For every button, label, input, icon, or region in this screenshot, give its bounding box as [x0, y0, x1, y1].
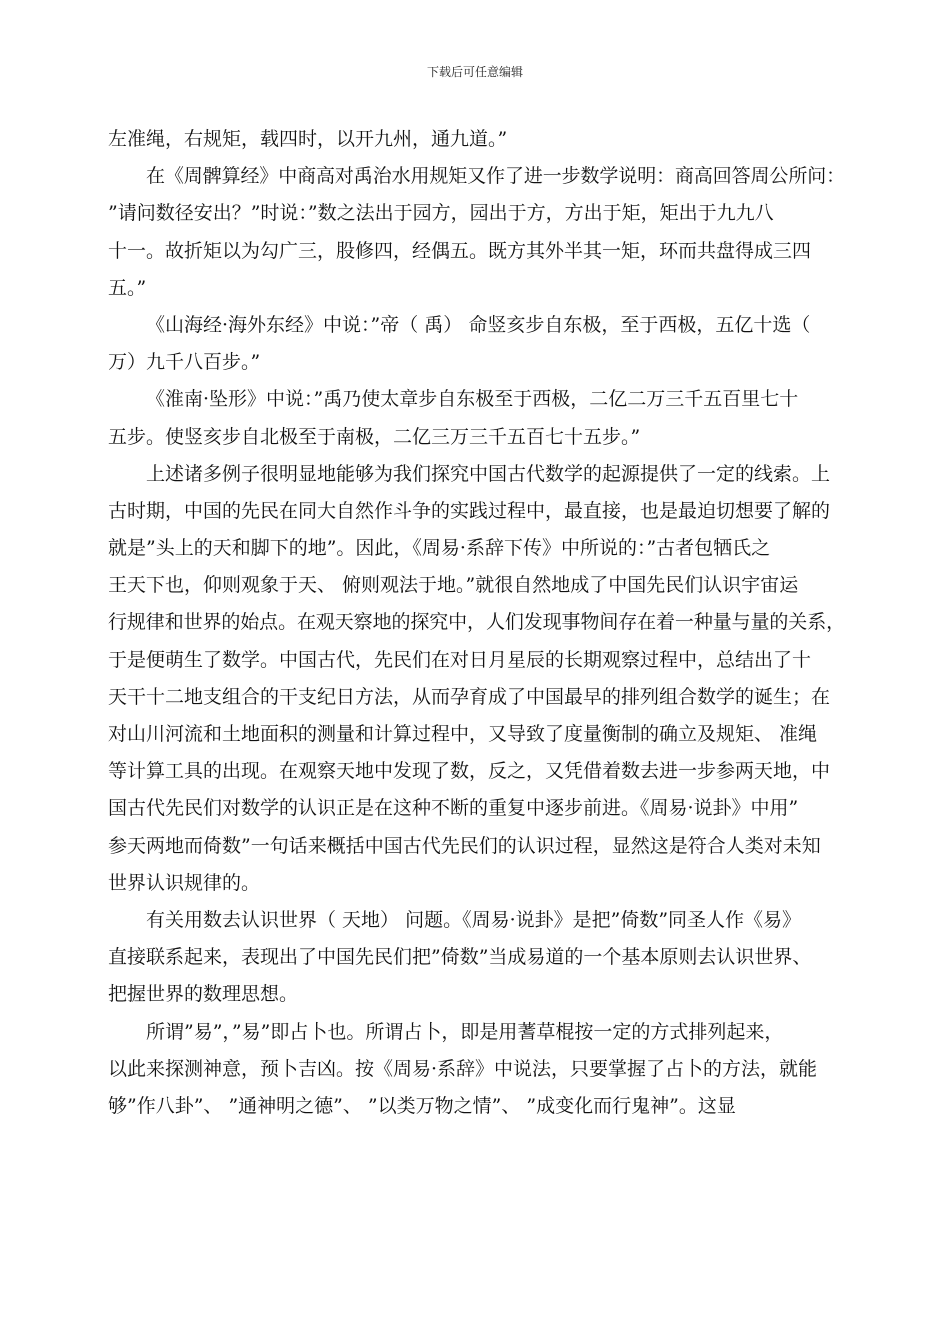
- text-line: 参天两地而倚数”一句话来概括中国古代先民们的认识过程，显然这是符合人类对未知: [108, 834, 821, 857]
- text-line: 国古代先民们对数学的认识正是在这种不断的重复中逐步前进。《周易·说卦》中用”: [108, 797, 799, 820]
- text-line: 有关用数去认识世界（ 天地） 问题。《周易·说卦》是把”倚数”同圣人作《易》: [146, 908, 802, 931]
- text-line: 《山海经·海外东经》中说：”帝（ 禹） 命竖亥步自东极，至于西极，五亿十选（: [146, 313, 811, 336]
- text-line: 五。”: [108, 276, 147, 299]
- text-line: 世界认识规律的。: [108, 871, 261, 894]
- text-line: 王天下也，仰则观象于天、 俯则观法于地。”就很自然地成了中国先民们认识宇宙运: [108, 574, 799, 597]
- text-line: 等计算工具的出现。在观察天地中发现了数，反之，又凭借着数去进一步参两天地，中: [108, 760, 831, 783]
- text-line: 就是”头上的天和脚下的地”。因此，《周易·系辞下传》中所说的：”古者包牺氏之: [108, 537, 771, 560]
- text-line: 够”作八卦”、 ”通神明之德”、 ”以类万物之情”、 ”成变化而行鬼神”。这显: [108, 1094, 736, 1117]
- text-line: 于是便萌生了数学。中国古代，先民们在对日月星辰的长期观察过程中，总结出了十: [108, 648, 812, 671]
- text-line: 行规律和世界的始点。在观天察地的探究中，人们发现事物间存在着一种量与量的关系，: [108, 611, 846, 634]
- text-line: 万）九千八百步。”: [108, 351, 261, 374]
- text-line: 对山川河流和土地面积的测量和计算过程中，又导致了度量衡制的确立及规矩、 准绳: [108, 723, 818, 745]
- text-line: 上述诸多例子很明显地能够为我们探究中国古代数学的起源提供了一定的线索。上: [146, 462, 831, 485]
- text-line: 把握世界的数理思想。: [108, 983, 299, 1006]
- text-line: 天干十二地支组合的干支纪日方法，从而孕育成了中国最早的排列组合数学的诞生；在: [108, 685, 831, 708]
- text-line: 在《周髀算经》中商高对禹治水用规矩又作了进一步数学说明：商高回答周公所问：: [146, 165, 846, 188]
- text-line: 以此来探测神意，预卜吉凶。按《周易·系辞》中说法，只要掌握了占卜的方法，就能: [108, 1057, 818, 1080]
- text-line: 十一。故折矩以为勾广三，股修四，经偶五。既方其外半其一矩，环而共盘得成三四: [108, 239, 812, 262]
- text-line: 直接联系起来，表现出了中国先民们把”倚数”当成易道的一个基本原则去认识世界、: [108, 946, 812, 969]
- body-text: [108, 121, 845, 1125]
- text-line: 所谓”易”，”易”即占卜也。所谓占卜，即是用蓍草棍按一定的方式排列起来，: [146, 1020, 784, 1043]
- text-line: 五步。使竖亥步自北极至于南极，二亿三万三千五百七十五步。”: [108, 425, 641, 448]
- text-line: ”请问数径安出？”时说：”数之法出于园方，园出于方，方出于矩，矩出于九九八: [108, 202, 774, 225]
- text-line: 古时期，中国的先民在同大自然作斗争的实践过程中，最直接，也是最迫切想要了解的: [108, 499, 831, 522]
- text-line: 《淮南·坠形》中说：”禹乃使太章步自东极至于西极，二亿二万三千五百里七十: [146, 388, 799, 411]
- page-header: 下载后可任意编辑: [426, 65, 523, 79]
- text-line: 左准绳，右规矩，载四时，以开九州，通九道。”: [108, 128, 508, 150]
